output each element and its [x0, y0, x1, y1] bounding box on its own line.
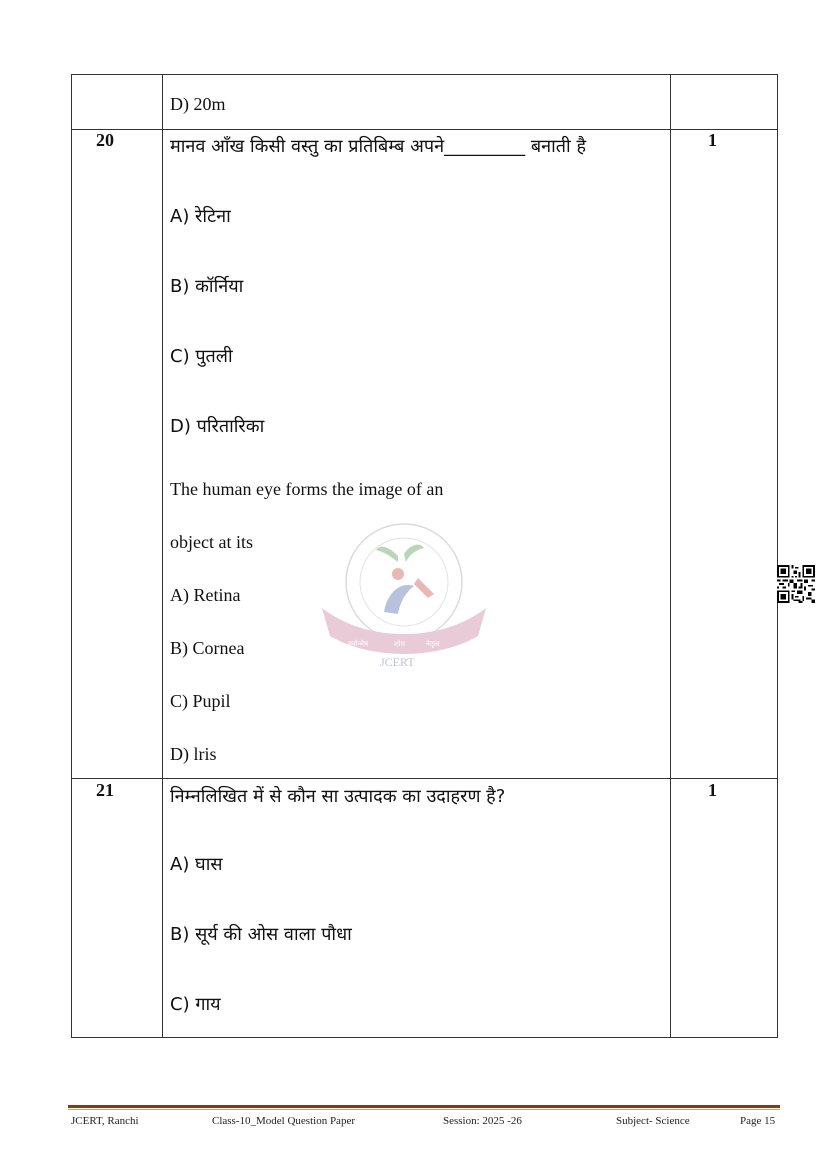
logo-label: JCERT — [380, 655, 415, 668]
question-text-english: object at its — [170, 532, 253, 552]
logo-motto-3: नेतृत्व — [426, 640, 440, 648]
option-hindi: D) परितारिका — [170, 416, 265, 437]
option-english: C) Pupil — [170, 691, 231, 711]
option-english: D) lris — [170, 744, 217, 764]
option-hindi: C) गाय — [170, 994, 221, 1015]
option-english: B) Cornea — [170, 638, 245, 658]
logo-motto-2: शोध — [394, 640, 405, 648]
footer-rule — [68, 1105, 780, 1108]
column-divider — [670, 75, 671, 1037]
footer-session: Session: 2025 -26 — [443, 1115, 522, 1127]
option-hindi: A) घास — [170, 854, 223, 875]
option-hindi: C) पुतली — [170, 346, 233, 367]
question-number: 20 — [96, 130, 114, 150]
option-hindi: B) सूर्य की ओस वाला पौधा — [170, 924, 352, 945]
question-marks: 1 — [708, 130, 717, 150]
question-text-hindi: मानव आँख किसी वस्तु का प्रतिबिम्ब अपने_________ बनाती है — [170, 136, 586, 157]
logo-motto-1: नवोन्मेष — [348, 640, 369, 648]
row-divider — [72, 129, 777, 130]
footer-page-number: Page 15 — [740, 1115, 776, 1127]
footer-org: JCERT, Ranchi — [71, 1115, 139, 1127]
question-marks: 1 — [708, 780, 717, 800]
column-divider — [162, 75, 163, 1037]
option-d-previous: D) 20m — [170, 94, 226, 114]
jcert-logo-watermark — [318, 516, 490, 668]
row-divider — [72, 778, 777, 779]
footer-subject: Subject- Science — [616, 1115, 690, 1127]
question-number: 21 — [96, 780, 114, 800]
option-hindi: B) कॉर्निया — [170, 276, 244, 297]
question-text-english: The human eye forms the image of an — [170, 479, 444, 499]
qr-code — [777, 565, 815, 603]
option-english: A) Retina — [170, 585, 241, 605]
option-hindi: A) रेटिना — [170, 206, 231, 227]
footer-paper-title: Class-10_Model Question Paper — [212, 1115, 355, 1127]
question-text-hindi: निम्नलिखित में से कौन सा उत्पादक का उदाहरण है? — [170, 786, 506, 807]
footer-rule-thin — [68, 1109, 780, 1110]
